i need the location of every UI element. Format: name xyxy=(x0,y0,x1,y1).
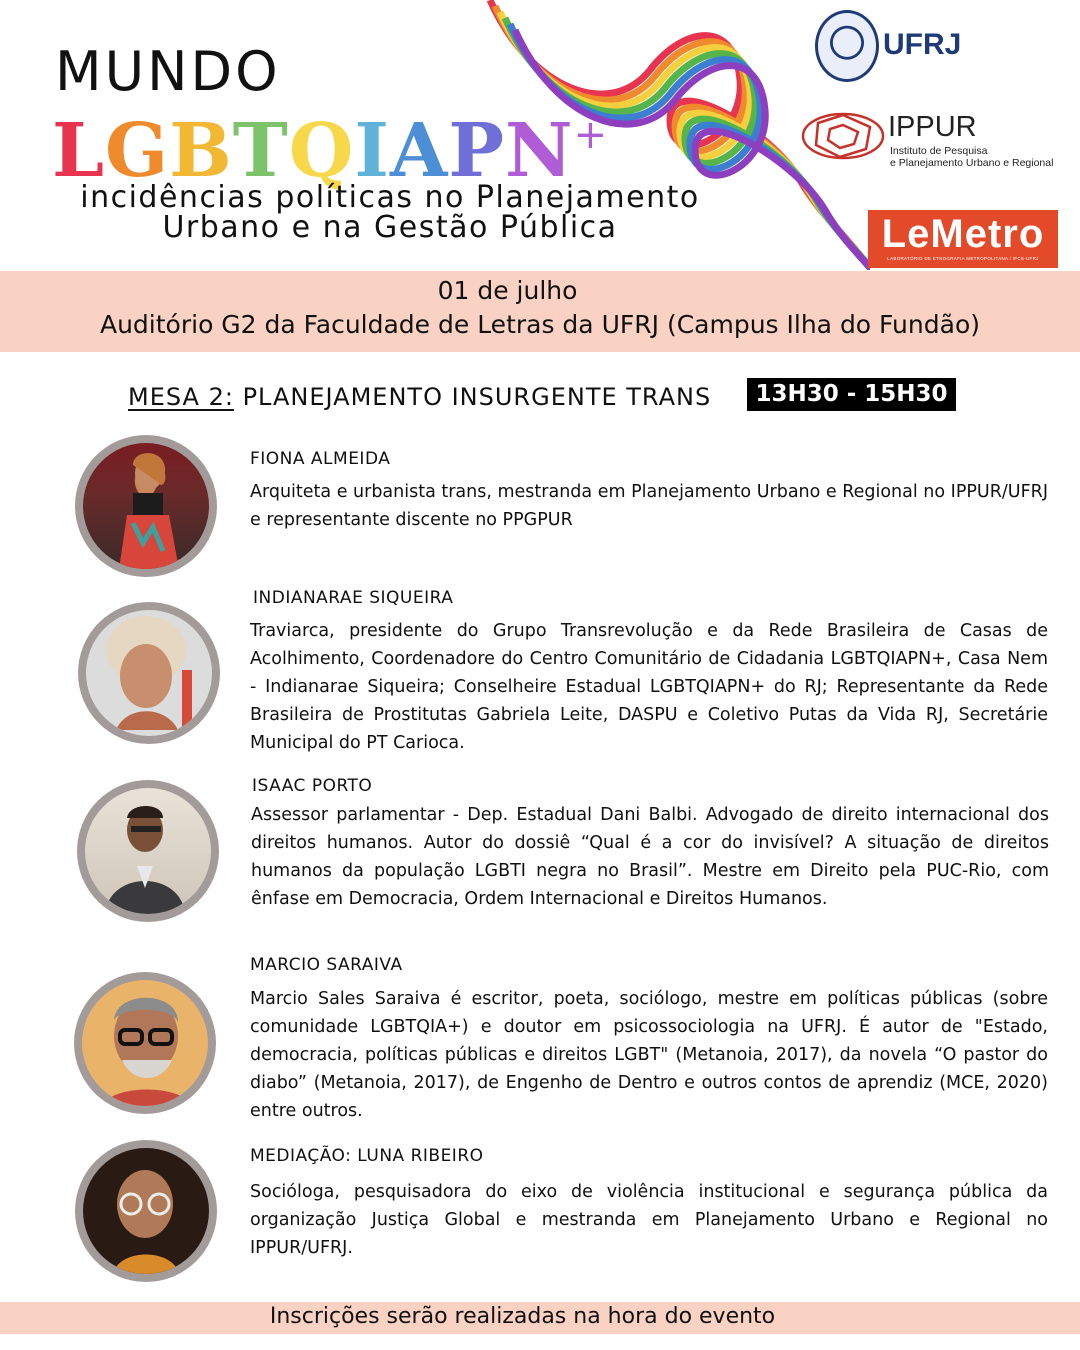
title-letter: N xyxy=(505,108,574,194)
ippur-mark-icon xyxy=(800,109,886,163)
portrait-icon xyxy=(86,610,212,736)
speaker-name: FIONA ALMEIDA xyxy=(250,449,391,469)
ufrj-seal-icon xyxy=(815,10,879,82)
portrait-icon xyxy=(83,1148,209,1274)
ippur-logo xyxy=(800,105,1075,175)
avatar-isaac-porto xyxy=(77,780,219,922)
ippur-subtitle xyxy=(890,145,1053,169)
speaker-name: MARCIO SARAIVA xyxy=(250,955,403,975)
subtitle-line-1: incidências políticas no Planejamento xyxy=(80,180,700,215)
speaker-name: INDIANARAE SIQUEIRA xyxy=(253,588,454,608)
mesa-title: PLANEJAMENTO INSURGENTE TRANS xyxy=(233,383,712,411)
title-letter: B xyxy=(169,108,233,194)
ufrj-wordmark: UFRJ xyxy=(883,28,962,61)
title-letter: P xyxy=(448,108,506,194)
speaker-bio: Socióloga, pesquisadora do eixo de violência institucional e segurança pública da organização Justiça Global e mestranda em Planejamento Urbano e Regional no IPPUR/UFRJ. xyxy=(250,1182,1048,1258)
title-letter: T xyxy=(232,108,289,194)
avatar-fiona-almeida xyxy=(75,435,217,577)
lemetro-subtitle: LABORATÓRIO DE ETNOGRAFIA METROPOLITANA / IFCS-UFRJ xyxy=(887,256,1039,261)
ippur-subtitle-line-1: Instituto de Pesquisa xyxy=(890,145,988,157)
ufrj-logo xyxy=(815,10,975,85)
ippur-subtitle-line-2: e Planejamento Urbano e Regional xyxy=(890,157,1054,169)
avatar-indianarae-siqueira xyxy=(78,602,220,744)
lemetro-wordmark: LeMetro xyxy=(881,212,1045,256)
speaker-name: ISAAC PORTO xyxy=(252,776,373,796)
speaker-name: MEDIAÇÃO: LUNA RIBEIRO xyxy=(250,1146,484,1166)
event-date: 01 de julho xyxy=(437,276,578,305)
speaker-bio: Assessor parlamentar - Dep. Estadual Dani Balbi. Advogado de direito internacional dos direitos humanos. Autor do dossiê “Qual é a cor do invisível? A situação de direitos humanos da população LGBTI negra no Brasil”. Mestre em Direito pela PUC-Rio, com ênfase em Democracia, Ordem Internacional e Direitos Humanos. xyxy=(251,805,1049,909)
portrait-icon xyxy=(82,980,208,1106)
mesa-label: MESA 2: xyxy=(128,383,234,411)
speaker-bio: Traviarca, presidente do Grupo Transrevolução e da Rede Brasileira de Casas de Acolhimento, Coordenadore do Centro Comunitário de Cidadania LGBTQIAPN+, Casa Nem - Indianarae Siqueira; Conselheire Estadual LGBTQIAPN+ do RJ; Representante da Rede Brasileira de Prostitutas Gabriela Leite, DASPU e Coletivo Putas da Vida RJ, Secretárie Municipal do PT Carioca. xyxy=(250,621,1048,753)
title-letter: A xyxy=(389,108,449,194)
ippur-wordmark: IPPUR xyxy=(888,111,977,143)
title-letter: L xyxy=(52,108,106,194)
footer-registration-note: Inscrições serão realizadas na hora do evento xyxy=(269,1304,776,1329)
event-place: Auditório G2 da Faculdade de Letras da UFRJ (Campus Ilha do Fundão) xyxy=(99,310,980,339)
title-letter: G xyxy=(105,108,170,194)
speaker-bio: Arquiteta e urbanista trans, mestranda em Planejamento Urbano e Regional no IPPUR/UFRJ e representante discente no PPGPUR xyxy=(250,482,1048,530)
lemetro-logo xyxy=(868,210,1058,268)
avatar-luna-ribeiro xyxy=(75,1140,217,1282)
time-badge: 13H30 - 15H30 xyxy=(747,378,956,411)
speaker-bio: Marcio Sales Saraiva é escritor, poeta, sociólogo, mestre em políticas públicas (sobre comunidade LGBTQIA+) e doutor em psicossociologia na UFRJ. É autor de "Estado, democracia, políticas públicas e direitos LGBT" (Metanoia, 2017), da novela “O pastor do diabo” (Metanoia, 2017), de Engenho de Dentro e outros contos de aprendiz (MCE, 2020) entre outros. xyxy=(250,989,1048,1121)
mesa-heading xyxy=(128,383,711,411)
portrait-icon xyxy=(85,788,211,914)
subtitle-line-2: Urbano e na Gestão Pública xyxy=(162,210,618,245)
title-letter: Q xyxy=(288,108,355,194)
portrait-icon xyxy=(83,443,209,569)
avatar-marcio-saraiva xyxy=(74,972,216,1114)
title-letter: I xyxy=(354,108,390,194)
title-mundo: MUNDO xyxy=(55,40,281,103)
title-plus: + xyxy=(573,112,609,158)
